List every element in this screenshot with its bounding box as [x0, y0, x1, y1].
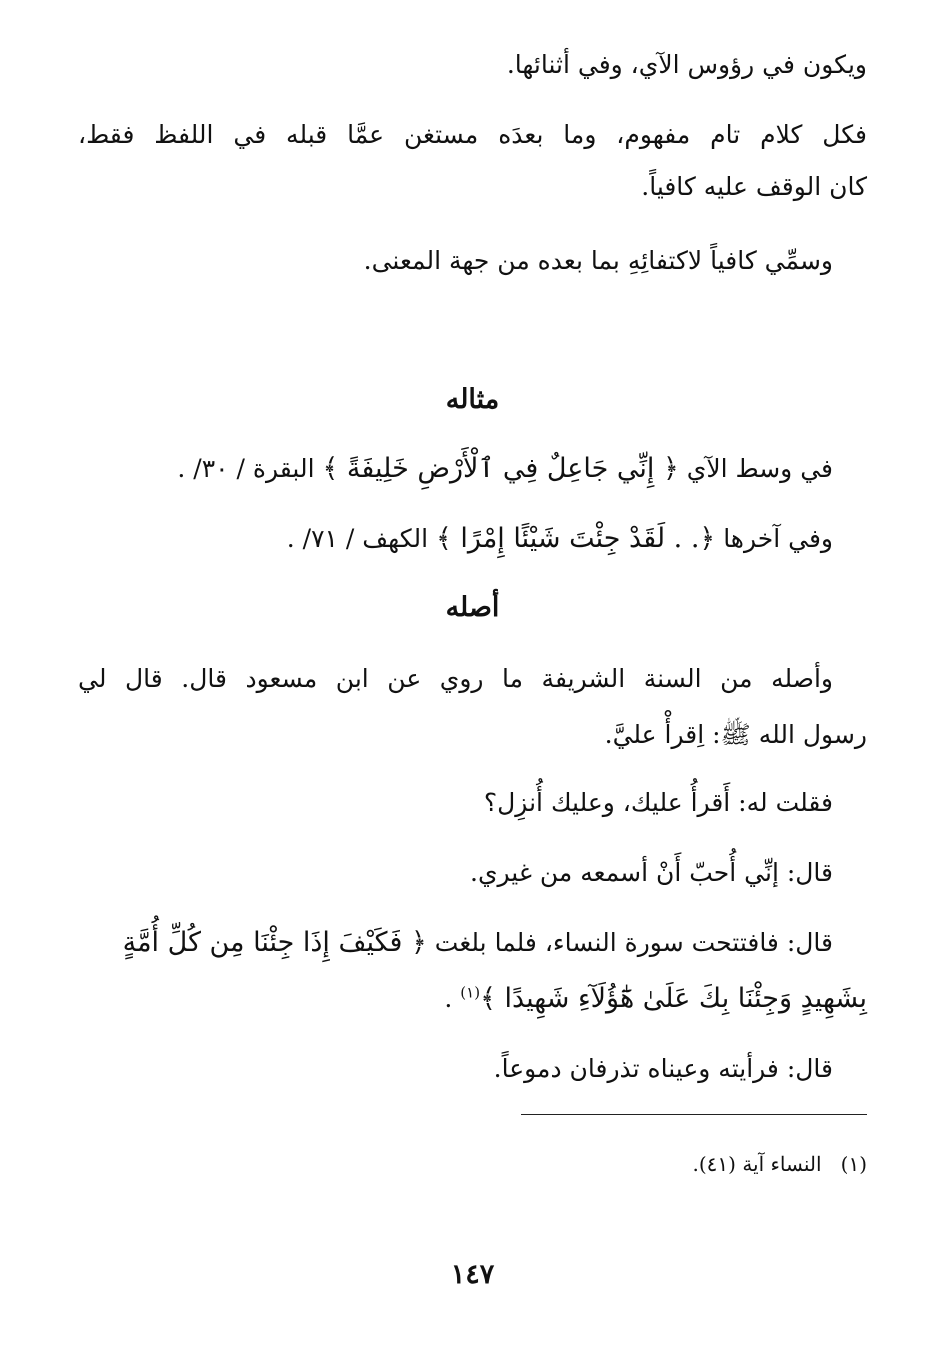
example-line: [78, 522, 833, 556]
text-line: فقلت له: أَقرأُ عليك، وعليك أُنزِل؟: [483, 788, 833, 817]
quran-verse: ﴿ إِنِّي جَاعِلٌ فِي ٱلْأَرْضِ خَلِيفَةً ﴾: [322, 453, 679, 484]
example-prefix: وفي آخرها: [723, 524, 833, 553]
text-line: [78, 926, 833, 960]
text-segment: قال: فافتتحت سورة النساء، فلما بلغت: [434, 928, 833, 957]
section-heading-example: مثاله: [445, 384, 500, 415]
footnote-marker: (١): [840, 1152, 867, 1176]
text-segment: .: [444, 984, 453, 1013]
footnote-text: النساء آية (٤١).: [692, 1152, 822, 1176]
text-line: رسول الله ﷺ: اِقرأْ عليَّ.: [604, 720, 867, 749]
example-line: [78, 452, 833, 486]
page-number: ١٤٧: [450, 1259, 495, 1290]
text-line: قال: إنِّي أُحبّ أَنْ أسمعه من غيري.: [470, 858, 833, 887]
text-line: ويكون في رؤوس الآي، وفي أثنائها.: [506, 50, 867, 79]
footnote-divider: [521, 1114, 867, 1115]
text-line: كان الوقف عليه كافياً.: [641, 172, 867, 201]
quran-verse: ﴿. . لَقَدْ جِئْتَ شَيْئًا إِمْرًا ﴾: [436, 523, 716, 554]
quran-verse: بِشَهِيدٍ وَجِئْنَا بِكَ عَلَىٰ هَٰٓؤُلَآءِ شَهِيدًا ﴾: [480, 983, 867, 1014]
footnote-reference[interactable]: (١): [460, 983, 481, 1002]
text-line: فكل كلام تام مفهوم، وما بعدَه مستغن عمَّا قبله في اللفظ فقط،: [78, 120, 867, 149]
section-heading-origin: أصله: [445, 592, 500, 623]
text-line: قال: فرأيته وعيناه تذرفان دموعاً.: [493, 1054, 833, 1083]
example-prefix: في وسط الآي: [686, 454, 833, 483]
text-line: وسمِّي كافياً لاكتفائِهِ بما بعده من جهة المعنى.: [363, 246, 833, 275]
verse-reference: الكهف / ٧١/ .: [286, 524, 429, 553]
verse-reference: البقرة / ٣٠/ .: [177, 454, 315, 483]
quran-verse: ﴿ فَكَيْفَ إِذَا جِئْنَا مِن كُلِّ أُمَّةٍ: [122, 927, 427, 958]
text-line: [78, 982, 867, 1016]
text-line: وأصله من السنة الشريفة ما روي عن ابن مسعود قال. قال لي: [78, 664, 833, 693]
footnote: [78, 1150, 867, 1178]
